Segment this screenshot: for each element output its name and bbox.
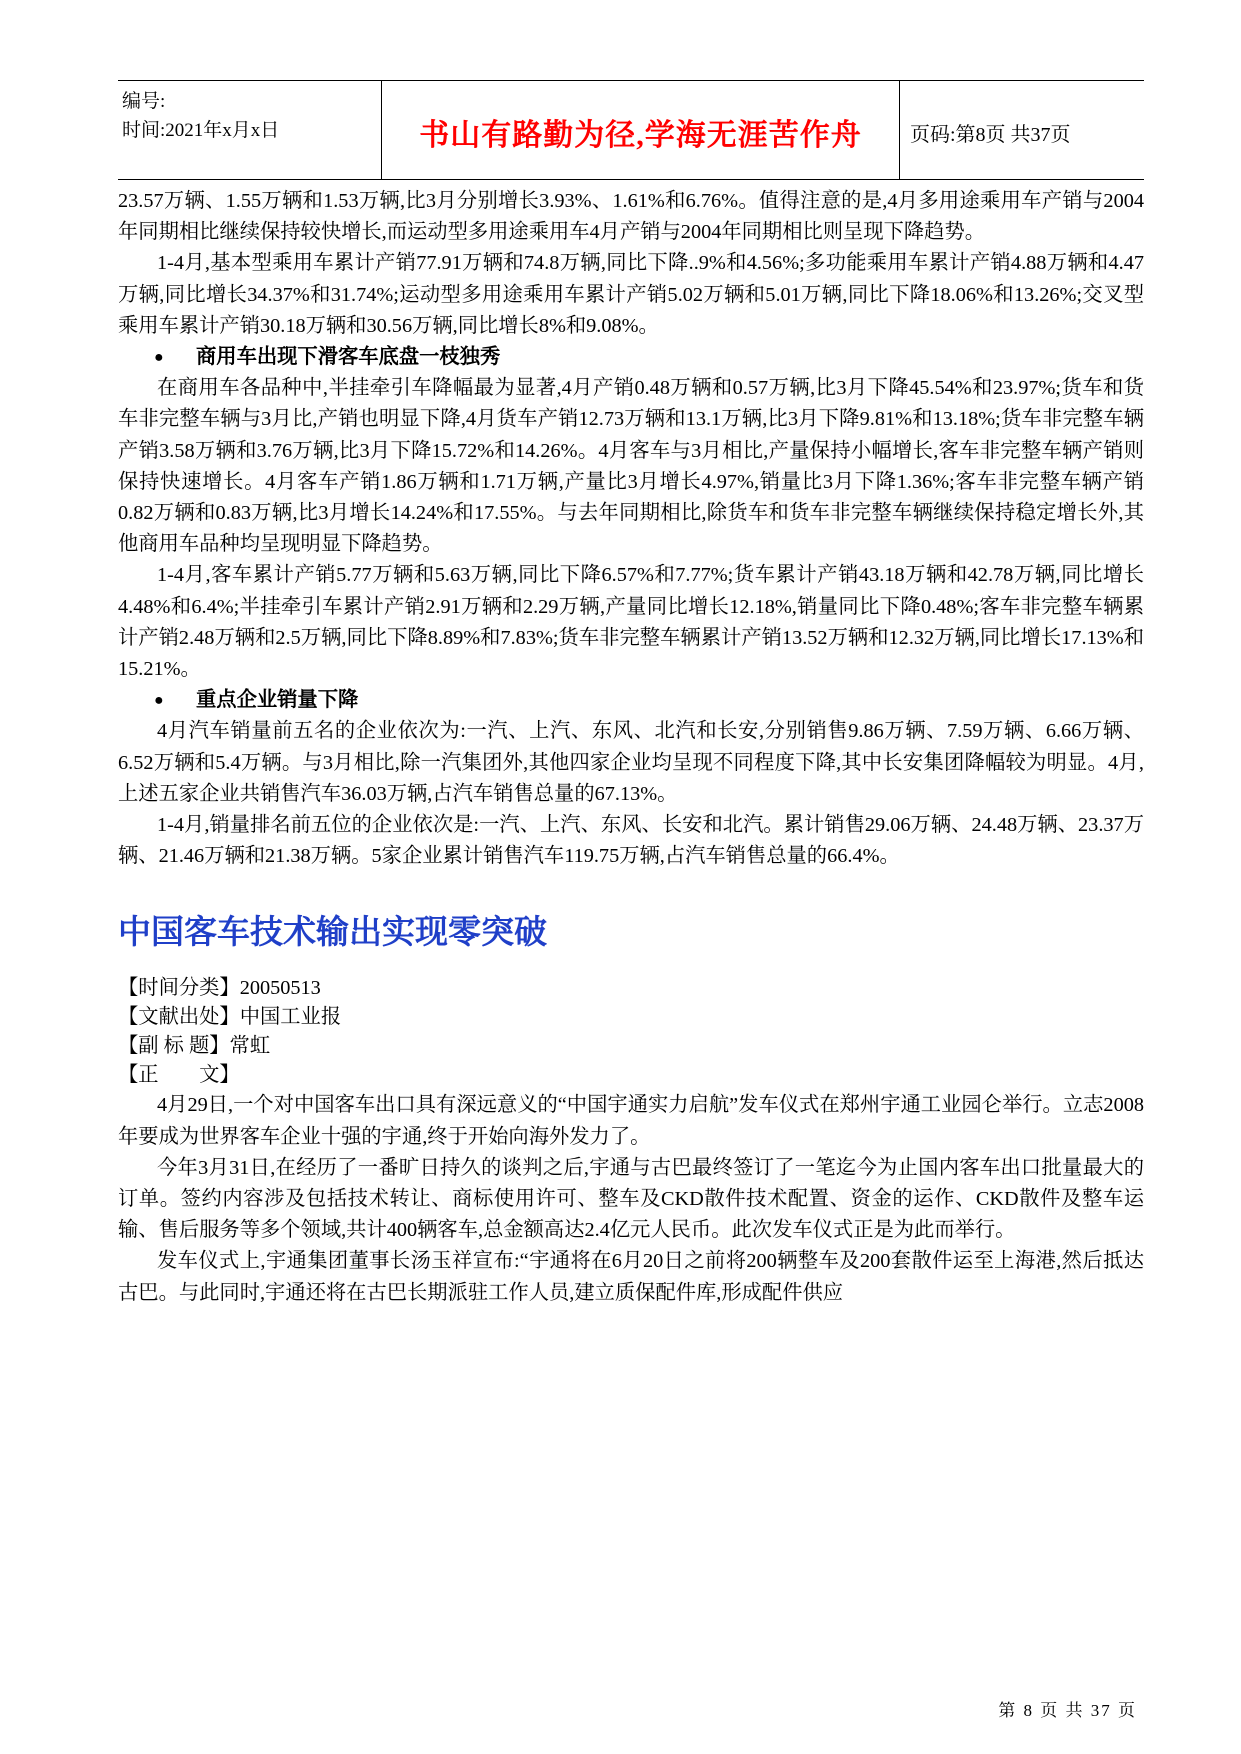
paragraph: 1-4月,客车累计产销5.77万辆和5.63万辆,同比下降6.57%和7.77%;货车累计产销43.18万辆和42.78万辆,同比增长4.48%和6.4%;半挂牵引车累计产销2.91万辆和2.29万辆,产量同比增长12.18%,销量同比下降0.48%;客车非完整车辆累计产销2.48万辆和2.5万辆,同比下降8.89%和7.83%;货车非完整车辆累计产销13.52万辆和12.32万辆,同比增长17.13%和15.21%。 [118,564,1144,681]
paragraph: 发车仪式上,宇通集团董事长汤玉祥宣布:“宇通将在6月20日之前将200辆整车及200套散件运至上海港,然后抵达古巴。与此同时,宇通还将在古巴长期派驻工作人员,建立质保配件库,形成配件供应 [118,1250,1144,1304]
header-left-cell [118,81,381,179]
bullet-icon: ● [154,349,164,367]
time-label: 时间:2021年x月x日 [122,120,280,141]
meta-body-label: 【正 文】 [118,1064,240,1087]
bullet-heading-text: 商用车出现下滑客车底盘一枝独秀 [196,346,501,369]
paragraph: 1-4月,基本型乘用车累计产销77.91万辆和74.8万辆,同比下降..9%和4.56%;多功能乘用车累计产销4.88万辆和4.47万辆,同比增长34.37%和31.74%;运动型多用途乘用车累计产销5.02万辆和5.01万辆,同比下降18.06%和13.26%;交叉型乘用车累计产销30.18万辆和30.56万辆,同比增长8%和9.08%。 [118,252,1144,337]
paragraph: 23.57万辆、1.55万辆和1.53万辆,比3月分别增长3.93%、1.61%和6.76%。值得注意的是,4月多用途乘用车产销与2004年同期相比继续保持较快增长,而运动型多用途乘用车4月产销与2004年同期相比则呈现下降趋势。 [118,190,1144,244]
paragraph: 1-4月,销量排名前五位的企业依次是:一汽、上汽、东风、长安和北汽。累计销售29.06万辆、24.48万辆、23.37万辆、21.46万辆和21.38万辆。5家企业累计销售汽车119.75万辆,占汽车销售总量的66.4%。 [118,814,1144,868]
meta-source: 【文献出处】中国工业报 [118,1006,342,1029]
document-body [118,186,1144,1309]
article-title: 中国客车技术输出实现零突破 [118,912,547,952]
paragraph: 4月汽车销量前五名的企业依次为:一汽、上汽、东风、北汽和长安,分别销售9.86万辆、7.59万辆、6.66万辆、6.52万辆和5.4万辆。与3月相比,除一汽集团外,其他四家企业均呈现不同程度下降,其中长安集团降幅较为明显。4月,上述五家企业共销售汽车36.03万辆,占汽车销售总量的67.13%。 [118,720,1144,805]
paragraph: 今年3月31日,在经历了一番旷日持久的谈判之后,宇通与古巴最终签订了一笔迄今为止国内客车出口批量最大的订单。签约内容涉及包括技术转让、商标使用许可、整车及CKD散件技术配置、资金的运作、CKD散件及整车运输、售后服务等多个领域,共计400辆客车,总金额高达2.4亿元人民币。此次发车仪式正是为此而举行。 [118,1156,1144,1242]
meta-time: 【时间分类】20050513 [118,977,321,1000]
bullet-heading [118,685,1144,716]
page-header [118,80,1144,180]
page-footer: 第 8 页 共 37 页 [998,1701,1137,1720]
bullet-heading-text: 重点企业销量下降 [196,689,359,712]
paragraph: 在商用车各品种中,半挂牵引车降幅最为显著,4月产销0.48万辆和0.57万辆,比3月下降45.54%和23.97%;货车和货车非完整车辆与3月比,产销也明显下降,4月货车产销12.73万辆和13.1万辆,比3月下降9.81%和13.18%;货车非完整车辆产销3.58万辆和3.76万辆,比3月下降15.72%和14.26%。4月客车与3月相比,产量保持小幅增长,客车非完整车辆产销则保持快速增长。4月客车产销1.86万辆和1.71万辆,产量比3月增长4.97%,销量比3月下降1.36%;客车非完整车辆产销0.82万辆和0.83万辆,比3月增长14.24%和17.55%。与去年同期相比,除货车和货车非完整车辆继续保持稳定增长外,其他商用车品种均呈现明显下降趋势。 [118,377,1144,556]
motto: 书山有路勤为径,学海无涯苦作舟 [381,81,900,179]
bullet-icon: ● [154,692,164,710]
paragraph: 4月29日,一个对中国客车出口具有深远意义的“中国宇通实力启航”发车仪式在郑州宇通工业园仑举行。立志2008年要成为世界客车企业十强的宇通,终于开始向海外发力了。 [118,1094,1144,1148]
bullet-heading [118,342,1144,373]
number-label: 编号: [122,91,166,112]
meta-subtitle: 【副 标 题】常虹 [118,1035,271,1058]
page-label: 页码:第8页 共37页 [910,123,1071,146]
